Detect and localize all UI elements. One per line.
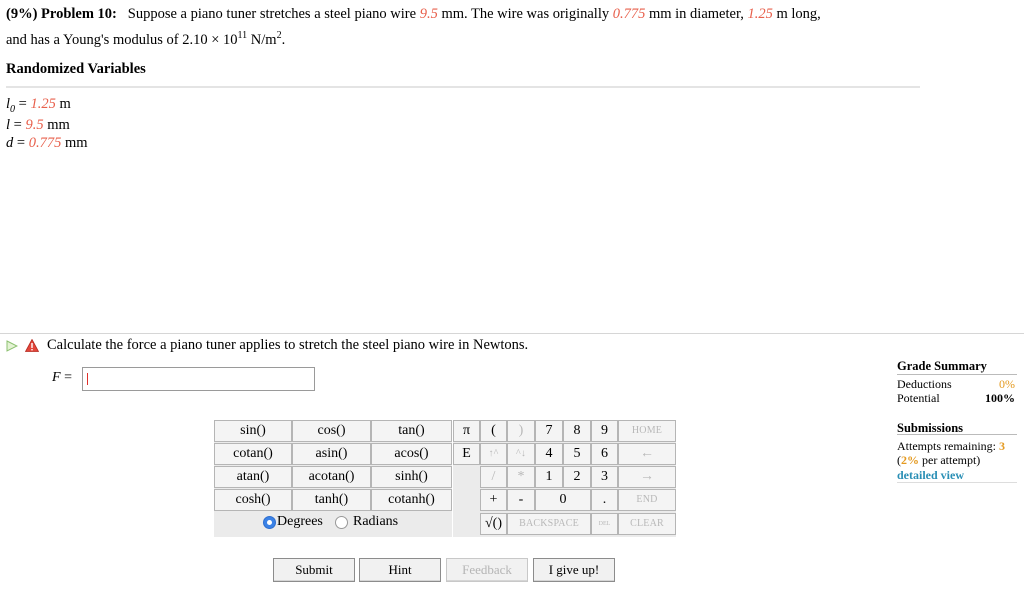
var-value: 1.25	[30, 96, 56, 112]
per-attempt-open: (	[897, 453, 901, 467]
var-symbol: l	[6, 117, 11, 133]
problem-text-1: Suppose a piano tuner stretches a steel piano wire	[127, 6, 420, 22]
answer-symbol: F	[52, 370, 61, 385]
sin-button[interactable]: sin()	[214, 420, 292, 442]
problem-text-6: N/m	[247, 31, 277, 48]
length-value: 1.25	[747, 6, 773, 22]
problem-statement	[6, 4, 1006, 51]
acotan-button[interactable]: acotan()	[292, 466, 371, 488]
answer-input[interactable]	[82, 367, 315, 391]
digit-0-button[interactable]: 0	[535, 489, 591, 511]
radians-label[interactable]: Radians	[353, 514, 399, 529]
multiply-button[interactable]: *	[507, 466, 535, 488]
var-equals: =	[10, 117, 26, 133]
degrees-radio[interactable]	[263, 516, 276, 529]
text-caret	[87, 373, 88, 385]
digit-6-button[interactable]: 6	[591, 443, 618, 465]
tanh-button[interactable]: tanh()	[292, 489, 371, 511]
attempts-value: 3	[998, 439, 1005, 453]
deductions-row	[897, 377, 1017, 391]
feedback-button[interactable]: Feedback	[446, 558, 528, 582]
grade-summary	[897, 359, 1017, 483]
problem-text-7: .	[281, 31, 286, 48]
detailed-view-link[interactable]: detailed view	[897, 468, 964, 482]
problem-text-3: mm in diameter,	[645, 6, 748, 22]
function-keypad	[214, 420, 452, 537]
var-unit: mm	[61, 135, 88, 151]
problem-text-4: m long,	[772, 6, 821, 22]
problem-text-2: mm. The wire was originally	[437, 6, 613, 22]
number-keypad	[453, 420, 676, 537]
var-value: 9.5	[25, 117, 44, 133]
var-unit: mm	[43, 117, 70, 133]
var-symbol: l	[6, 96, 11, 112]
randomized-variables-title: Randomized Variables	[6, 61, 146, 77]
potential-value: 100%	[985, 391, 1015, 405]
per-attempt	[897, 453, 1017, 467]
open-paren-button[interactable]: (	[480, 420, 507, 442]
play-icon[interactable]	[6, 340, 18, 352]
digit-7-button[interactable]: 7	[535, 420, 563, 442]
answer-label	[52, 370, 72, 386]
variable-d	[6, 135, 88, 152]
angle-mode-row	[214, 512, 452, 534]
clear-button[interactable]: CLEAR	[618, 513, 676, 535]
cotanh-button[interactable]: cotanh()	[371, 489, 452, 511]
potential-row	[897, 391, 1017, 405]
divide-button[interactable]: /	[480, 466, 507, 488]
grade-summary-title: Grade Summary	[897, 359, 987, 373]
decimal-button[interactable]: .	[591, 489, 618, 511]
submissions-title: Submissions	[897, 421, 964, 435]
submit-button[interactable]: Submit	[273, 558, 355, 582]
asin-button[interactable]: asin()	[292, 443, 371, 465]
var-subscript: 0	[10, 103, 16, 115]
digit-3-button[interactable]: 3	[591, 466, 618, 488]
home-button[interactable]: HOME	[618, 420, 676, 442]
modulus-exponent: 11	[237, 30, 248, 41]
digit-8-button[interactable]: 8	[563, 420, 591, 442]
per-attempt-pct: 2%	[901, 453, 919, 467]
var-equals: =	[15, 96, 31, 112]
degrees-label[interactable]: Degrees	[277, 514, 323, 529]
deductions-value: 0%	[999, 377, 1015, 391]
diameter-value: 0.775	[612, 6, 646, 22]
attempts-label: Attempts remaining:	[897, 439, 999, 453]
minus-button[interactable]: -	[507, 489, 535, 511]
digit-1-button[interactable]: 1	[535, 466, 563, 488]
digit-4-button[interactable]: 4	[535, 443, 563, 465]
divider	[6, 86, 920, 88]
var-symbol: d	[6, 135, 14, 151]
hint-button[interactable]: Hint	[359, 558, 441, 582]
close-paren-button[interactable]: )	[507, 420, 535, 442]
var-unit: m	[55, 96, 71, 112]
question-text: Calculate the force a piano tuner applies to stretch the steel piano wire in Newtons.	[47, 337, 529, 353]
stretch-value: 9.5	[419, 6, 438, 22]
cos-button[interactable]: cos()	[292, 420, 371, 442]
per-attempt-text: per attempt)	[919, 453, 981, 467]
give-up-button[interactable]: I give up!	[533, 558, 615, 582]
atan-button[interactable]: atan()	[214, 466, 292, 488]
answer-equals: =	[60, 370, 72, 385]
cosh-button[interactable]: cosh()	[214, 489, 292, 511]
unit-exponent: 2	[276, 30, 282, 41]
var-value: 0.775	[28, 135, 62, 151]
variable-l	[6, 117, 70, 134]
deductions-label: Deductions	[897, 377, 952, 391]
sqrt-button[interactable]: √()	[480, 513, 507, 535]
pi-button[interactable]: π	[453, 420, 480, 442]
cotan-button[interactable]: cotan()	[214, 443, 292, 465]
backspace-button[interactable]: BACKSPACE	[507, 513, 591, 535]
potential-label: Potential	[897, 391, 940, 405]
superscript-up-button[interactable]: ↑^	[480, 443, 507, 465]
e-button[interactable]: E	[453, 443, 480, 465]
problem-text-5: and has a Young's modulus of 2.10 × 10	[6, 31, 238, 48]
var-equals: =	[13, 135, 29, 151]
right-arrow-button[interactable]: →	[618, 466, 676, 488]
question-divider	[0, 333, 1024, 334]
variable-l0	[6, 96, 71, 115]
end-button[interactable]: END	[618, 489, 676, 511]
plus-button[interactable]: +	[480, 489, 507, 511]
attempts-remaining	[897, 439, 1017, 453]
acos-button[interactable]: acos()	[371, 443, 452, 465]
digit-9-button[interactable]: 9	[591, 420, 618, 442]
digit-5-button[interactable]: 5	[563, 443, 591, 465]
sinh-button[interactable]: sinh()	[371, 466, 452, 488]
left-arrow-button[interactable]: ←	[618, 443, 676, 465]
problem-header: (9%) Problem 10:	[6, 6, 117, 22]
radians-radio[interactable]	[335, 516, 348, 529]
superscript-down-button[interactable]: ^↓	[507, 443, 535, 465]
delete-button[interactable]: DEL	[591, 513, 618, 535]
tan-button[interactable]: tan()	[371, 420, 452, 442]
warning-icon	[25, 339, 39, 352]
digit-2-button[interactable]: 2	[563, 466, 591, 488]
